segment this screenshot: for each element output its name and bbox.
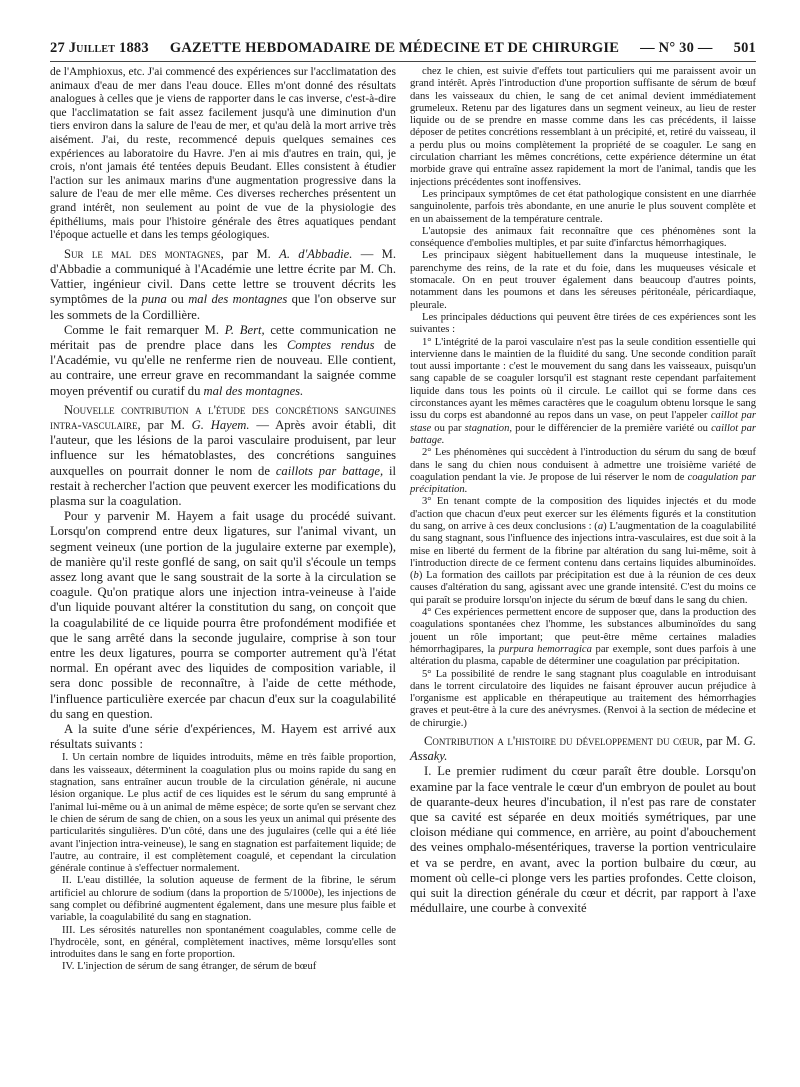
emphasis: caillots par battage,: [275, 463, 384, 478]
issue-number: — N° 30 —: [640, 40, 713, 56]
deduction-4: [410, 607, 756, 668]
text: 1° L'intégrité de la paroi vasculaire n'est pas la seule condition essentielle qui intervienne dans le maintien de la fluidité du sang. Une seconde condition paraît tout aussi importante : c'est le mouvement du sang dans les vaisseaux, puisqu'un sang capable de se coaguler lorsqu'il est stagnant reste cependant parfaitement liquide dans tous les points où il circule. Le caillot qui se forme dans ces circonstances ayant les mêmes caractères que le coagulum obtenu lorsque le sang issu du corps est abandonné au repos dans un vase, on peut l'appeler: [410, 336, 756, 422]
emphasis: mal des montagnes.: [203, 383, 304, 398]
list-item: II. L'eau distillée, la solution aqueuse de ferment de la fibrine, le sérum artificiel au chlorure de sodium (dans la proportion de 5/1000e), les injections de sang complet ou défibriné augmentent également, dans une mesure plus faible et variable, la coagulabilité du sang en stagnation.: [50, 875, 396, 924]
author-name: P. Bert,: [224, 322, 265, 337]
text: que l'on observe sur les sommets de la Cordillière.: [50, 292, 397, 322]
author-name: G. Hayem.: [191, 417, 250, 432]
emphasis: coagulation par précipitation.: [410, 471, 756, 496]
emphasis: b: [413, 570, 419, 582]
text: ) L'augmentation de la coagulabilité du sang stagnant, sous l'influence des injections intra-vasculaires, est due soit à la mise en liberté du ferment de la fibrine par altération du sang lui-même, soit à l'introduction directe de ce ferment contenu dans certains liquides albuminoïdes. (: [410, 520, 756, 582]
left-column: [50, 66, 396, 974]
emphasis: caillot par stase: [410, 410, 756, 434]
deduction-1: [410, 337, 756, 448]
emphasis: caillot par battage.: [410, 422, 756, 446]
article-developpement-coeur: [410, 734, 756, 764]
text: 2° Les phénomènes qui succèdent à l'introduction du sérum du sang de bœuf dans le sang du chien nous conduisent à admettre une troisième variété de coagulation pendant la vie. Je propose de lui réserver le nom de: [410, 447, 756, 483]
text: il restait à rechercher l'action que peuvent exercer les modifications du plasma sur la coagulation.: [50, 463, 396, 508]
deduction-5: 5° La possibilité de rendre le sang stagnant plus coagulable en introduisant dans le torrent circulatoire des liquides ne faisant éprouver aucun préjudice à l'organisme est applicable en thérapeutique au traitement des hémorrhagies graves et peut-être à la cure des anévrysmes. (Renvoi à la section de médecine et de chirurgie.): [410, 668, 756, 729]
paragraph: I. Le premier rudiment du cœur paraît être double. Lorsqu'on examine par la face ventrale le cœur d'un embryon de poulet au bout de quarante-deux heures d'incubation, il n'est pas rare de constater que sa cavité est séparée en deux moitiés symétriques, par une cloison médiane qui commence, en arrière, au point d'abouchement des veines omphalo-mésentériques, traverse la portion ventriculaire et va se perdre, en avant, avec la portion bulbaire du cœur, au moment où celle-ci plonge vers les parties profondes. Cette cloison, qui suit la direction générale du cœur et décrit, par rapport à l'axe médullaire, une courbe à convexité: [410, 764, 756, 916]
right-column: [410, 66, 756, 974]
emphasis: a: [597, 520, 604, 532]
paragraph: chez le chien, est suivie d'effets tout particuliers qui me paraissent avoir un grand intérêt. Après l'introduction d'une proportion suffisante de sérum de bœuf dans les vaisseaux du chien, le sang de cet animal devient immédiatement grumeleux. Retenu par des ligatures dans un segment veineux, au lieu de rester liquide ou de se prendre en masse comme dans les cas précédents, il laisse déposer de petites concrétions ressemblant à un précipité, et, retiré du vaisseau, il a perdu plus ou moins complètement la propriété de se coaguler. Le sang en circulation charriant les mêmes concrétions, cette expérience détermine un état morbide grave qui entraîne assez rapidement la mort de l'animal, tandis que les injections précédentes sont inoffensives.: [410, 66, 756, 188]
emphasis: purpura hemorragica: [498, 643, 592, 655]
list-item: I. Un certain nombre de liquides introduits, même en très faible proportion, dans les vaisseaux, déterminent la coagulation plus ou moins rapide du sang en stagnation, sans entraîner aucun trouble de la circulation générale, ni aucune lésion organique. Le plus actif de ces liquides est le sérum du sang emprunté à l'animal lui-même ou à un animal de même espèce; de sorte qu'en se servant chez le chien de sérum de sang de chien, on a sous les yeux un animal qui présente des particularités singulières. D'un côté, dans une des jugulaires (celle qui a été liée avant l'injection intra-veineuse), le sang en stagnation est parfaitement liquide; de l'autre, au contraire, il est complètement coagulé, et cependant la circulation générale continue à s'effectuer normalement.: [50, 752, 396, 875]
text: pour le différencier de la première variété ou: [512, 422, 712, 434]
text: 4° Ces expériences permettent encore de supposer que, dans la production des coagulations spontanées chez l'homme, les substances albuminoïdes du sang jouent un rôle important; que peut-être même certaines maladies hémorrhagipares, la: [410, 607, 756, 655]
text: 3° En tenant compte de la composition des liquides injectés et du mode d'action que chacun d'eux peut exercer sur les éléments figurés et la constitution du sang, on arrive à ces deux conclusions : (: [410, 496, 756, 532]
list-item: IV. L'injection de sérum de sang étranger, de sérum de bœuf: [62, 961, 317, 973]
deduction-3: [410, 496, 756, 607]
article-heading: Sur le mal des montagnes,: [64, 246, 224, 261]
article-heading: Nouvelle contribution a l'étude des concrétions sanguines intra-vasculaire,: [50, 402, 396, 432]
two-column-body: [50, 66, 756, 974]
list-item: III. Les sérosités naturelles non spontanément coagulables, comme celle de l'hydrocèle, sont, en général, complètement inactives, même lorsqu'elles sont introduites dans le sang en forte proportion.: [50, 924, 396, 961]
text: par M.: [140, 417, 192, 432]
article-concretions-sanguines: [50, 403, 396, 509]
text: Comme le fait remarquer M.: [64, 322, 225, 337]
text: cette communication ne méritait pas de prendre place dans les: [50, 322, 396, 352]
paragraph: [50, 323, 396, 399]
text: par exemple, sont dues parfois à une altération du plasma, capable de déterminer une coagulation par précipitation.: [410, 643, 756, 668]
text: — Après avoir établi, dit l'auteur, que les lésions de la paroi vasculaire produisent, par leur influence sur les hématoblastes, des concrétions sanguines auxquelles on pourrait donner le nom de: [50, 417, 397, 478]
paragraph: de l'Amphioxus, etc. J'ai commencé des expériences sur l'acclimatation des animaux d'eau de mer dans l'eau douce. Elles m'ont donné des résultats analogues à celles que je viens de rapporter dans le cas inverse, c'est-à-dire que l'acclimatation se fait assez facilement jusqu'à une diminution d'un tiers environ dans la salure de l'eau de mer, et qu'au delà la mort arrive très aisément. J'ai, du reste, recommencé depuis quelques semaines ces expériences au laboratoire du Havre. J'en ai mis d'autres en train, qui, je crois, n'ont jamais été tentées depuis Beudant. Elles consistent à étudier l'action sur les animaux marins d'une augmentation progressive dans la salure de l'eau de mer elle même. Ces diverses recherches présentent un grand intérêt, non seulement au point de vue de la physiologie des épithéliums, mais pour l'histoire générale des êtres aquatiques pendant l'époque actuelle et dans les temps géologiques.: [50, 66, 396, 242]
paragraph: Les principaux symptômes de cet état pathologique consistent en une diarrhée sanguinolente, parfois très abondante, en une anurie le plus souvent complète et en un abaissement de la température centrale.: [410, 188, 756, 225]
page-number: 501: [733, 40, 756, 56]
article-mal-des-montagnes: [50, 247, 396, 323]
text: ou par: [431, 422, 465, 434]
paragraph: Les principaux siègent habituellement dans la muqueuse intestinale, le parenchyme des reins, de la rate et du foie, dans les muqueuses vésicale et stomacale. On en peut trouver également dans beaucoup d'autres points, notamment dans les poumons et dans les séreuses péritonéale, péricardiaque, pleurale.: [410, 250, 756, 311]
running-header: [50, 40, 756, 62]
paragraph: Pour y parvenir M. Hayem a fait usage du procédé suivant. Lorsqu'on comprend entre deux ligatures, sur l'animal vivant, un segment veineux (une portion de la jugulaire externe par exemple), de manière qu'il reste gonflé de sang, on sait qu'il s'écoule un temps assez long avant que le sang soustrait de la sorte à la circulation se coagule. Qu'on pratique alors une injection intra-veineuse à l'aide d'un liquide pouvant altérer la constitution du sang, on conçoit que la coagulabilité de ce liquide pourra être profondément modifiée et que le sang arrêté dans la seconde jugulaire, comprise à son tour entre les deux ligatures, pourra se comporter autrement qu'à l'état normal. En opérant avec des liquides de composition variable, il sera donc possible de reconnaître, à l'aide de cette méthode, l'influence particulière exercée par chacun d'eux sur la coagulabilité du sang en question.: [50, 509, 396, 721]
text: de l'Académie, vu qu'elle ne renferme rien de nouveau. Elle contient, au contraire, une erreur grave en recommandant la saignée comme moyen préventif ou curatif du: [50, 337, 396, 398]
emphasis: Comptes rendus: [287, 337, 375, 352]
text: ) La formation des caillots par précipitation est due à la réunion de ces deux causes d'altération du sang, agissant avec une grande intensité. C'est du moins ce qui paraît se produire lorsqu'on injecte du sérum de bœuf dans le sang du chien.: [410, 570, 756, 606]
emphasis: stagnation,: [464, 422, 513, 434]
article-heading: Contribution a l'histoire du développement du cœur,: [424, 734, 703, 749]
paragraph: A la suite d'une série d'expériences, M. Hayem est arrivé aux résultats suivants :: [50, 722, 396, 752]
author-name: A. d'Abbadie.: [279, 246, 353, 261]
text: ou: [166, 292, 189, 307]
journal-title: GAZETTE HEBDOMADAIRE DE MÉDECINE ET DE CHIRURGIE: [169, 40, 620, 56]
paragraph: Les principales déductions qui peuvent être tirées de ces expériences sont les suivantes :: [410, 311, 756, 336]
text: par M.: [223, 246, 280, 261]
emphasis: puna: [141, 292, 167, 307]
header-date: 27 Juillet 1883: [50, 40, 149, 56]
text: par M.: [702, 734, 744, 749]
paragraph: L'autopsie des animaux fait reconnaître que ces phénomènes sont la conséquence d'embolies multiples, et par suite d'infarctus hémorrhagiques.: [410, 225, 756, 250]
text: — M. d'Abbadie a communiqué à l'Académie une lettre écrite par M. Ch. Vattier, ingénieur civil. Dans cette lettre se trouvent décrits les symptômes de la: [50, 246, 397, 307]
emphasis: mal des montagnes: [188, 292, 288, 307]
deduction-2: [410, 447, 756, 496]
author-name: G. Assaky.: [410, 734, 756, 764]
